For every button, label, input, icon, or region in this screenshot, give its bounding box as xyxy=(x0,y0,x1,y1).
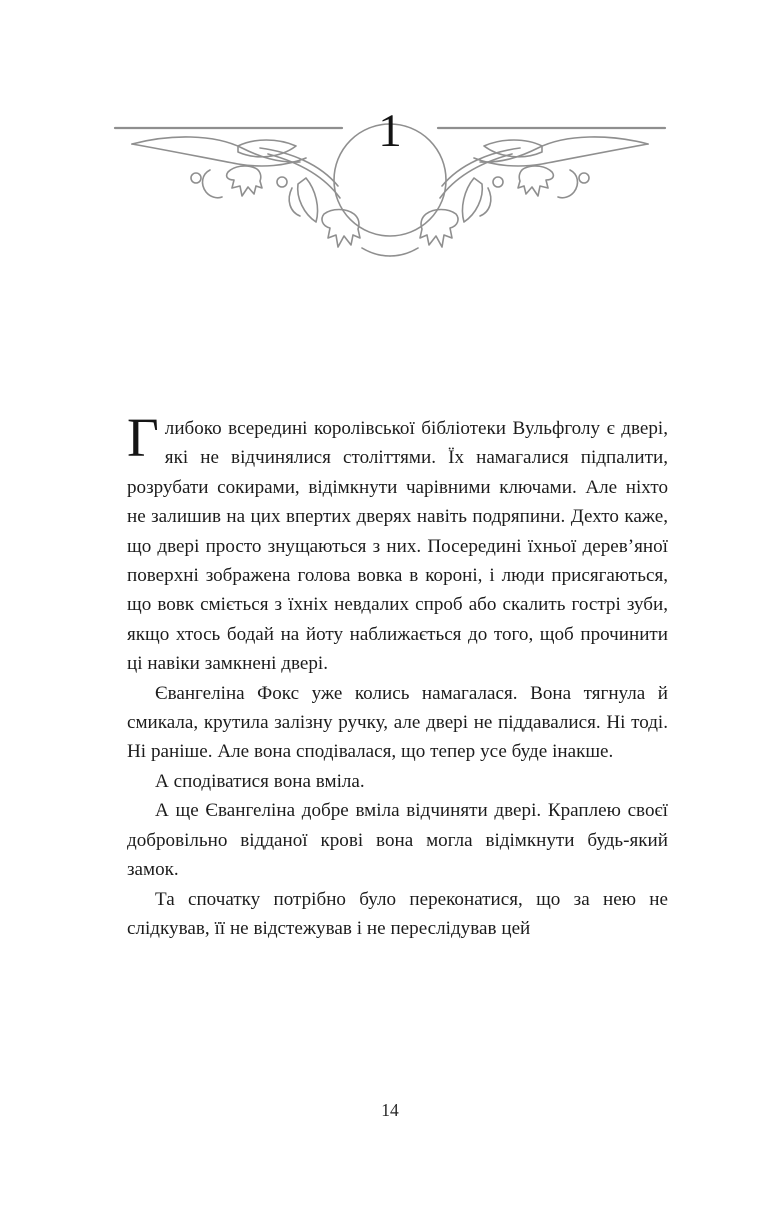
chapter-number: 1 xyxy=(378,105,402,157)
paragraph xyxy=(127,407,668,679)
body-text-column xyxy=(127,407,668,943)
paragraph-text: А ще Євангеліна добре вміла відчиняти двері. Краплею своєї добровільно відданої крові вона могла відімкнути будь-який замок. xyxy=(127,800,668,881)
paragraph xyxy=(127,767,668,796)
paragraph xyxy=(127,885,668,944)
paragraph-text: Та спочатку потрібно було переконатися, що за нею не слідкував, її не відстежував і не переслідував цей xyxy=(127,888,668,939)
drop-cap: Г xyxy=(127,407,159,468)
page-number: 14 xyxy=(381,1100,399,1120)
paragraph xyxy=(127,679,668,767)
paragraph-text: А сподіватися вона вміла. xyxy=(155,770,365,792)
paragraph-text: либоко всередині королівської бібліотеки Вульфголу є двері, які не відчинялися століттями. Їх намагалися підпалити, розрубати сокирами, відімкнути чарівними ключами. Але ніхто не залишив на цих впертих дверях навіть подряпини. Дехто каже, що двері просто знущаються з них. Посередині їхньої дерев’яної поверхні зображена голова вовка в короні, і люди присягаються, що вовк сміється з їхніх невдалих спроб або скалить гострі зуби, якщо хтось бодай на йоту наближається до того, щоб прочинити ці навіки замкнені двері. xyxy=(127,418,668,675)
ornament-dot-mid-left xyxy=(277,177,287,187)
ornament-dot-left xyxy=(191,173,201,183)
paragraph xyxy=(127,796,668,884)
paragraph-text: Євангеліна Фокс уже колись намагалася. Вона тягнула й смикала, крутила залізну ручку, але двері не піддавалися. Ні тоді. Ні раніше. Але вона сподівалася, що тепер усе буде інакше. xyxy=(127,682,668,763)
